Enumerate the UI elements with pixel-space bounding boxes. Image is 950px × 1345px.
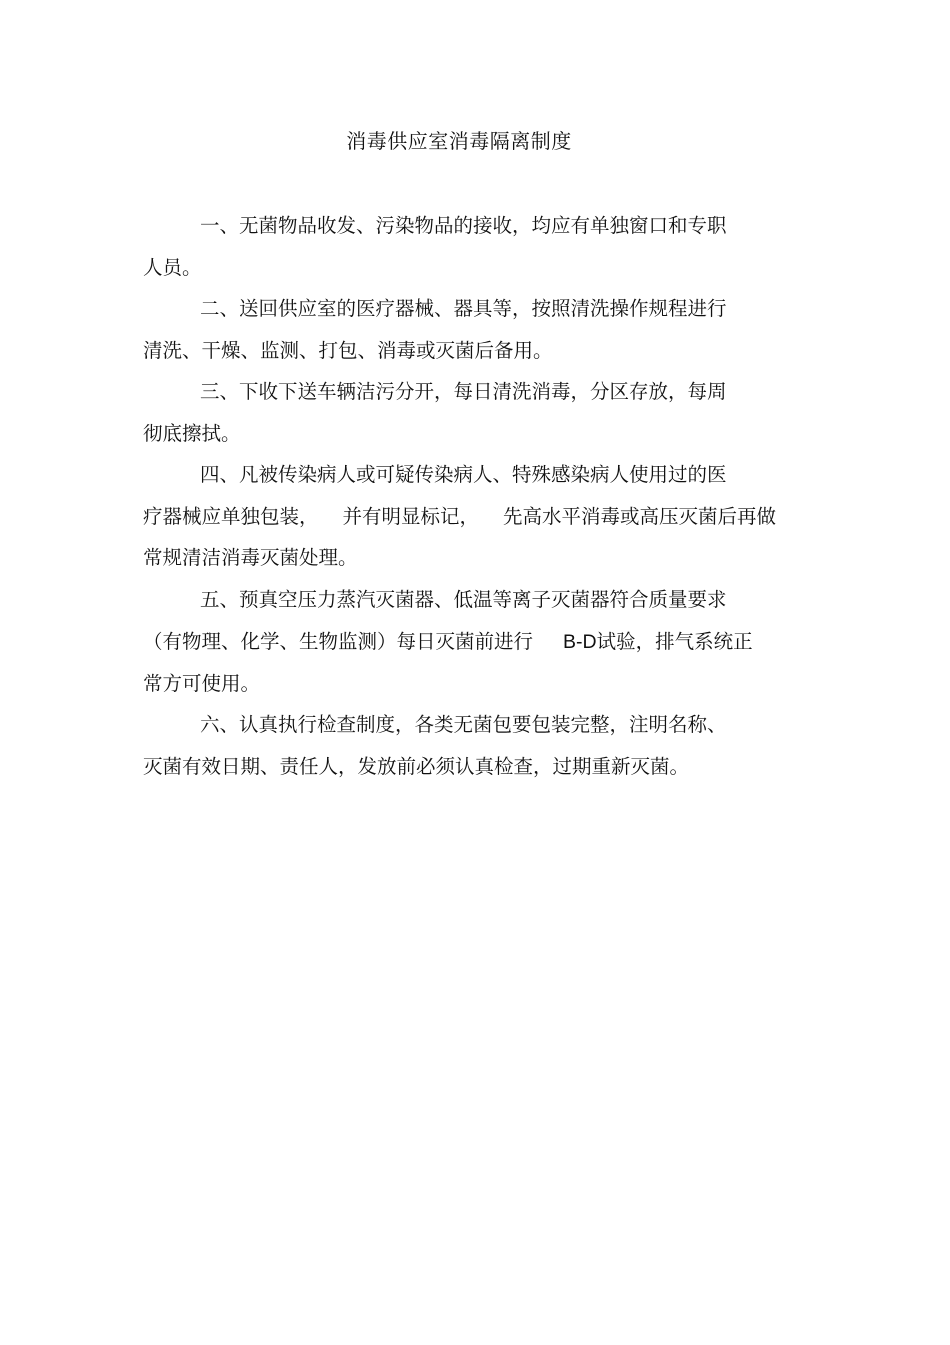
clause-2 — [143, 288, 803, 371]
clause-6 — [143, 704, 803, 787]
clause-line-composite — [143, 621, 803, 664]
clause-line: 灭菌有效日期、责任人，发放前必须认真检查，过期重新灭菌。 — [143, 754, 690, 778]
clause-line: 常方可使用。 — [143, 672, 261, 695]
bd-test-label: B-D — [563, 630, 597, 653]
clause-line: 清洗、干燥、监测、打包、消毒或灭菌后备用。 — [143, 338, 553, 362]
clause-line: 三、下收下送车辆洁污分开，每日清洗消毒，分区存放，每周 — [200, 380, 727, 403]
clause-line: 四、凡被传染病人或可疑传染病人、特殊感染病人使用过的医 — [200, 463, 727, 486]
clause-4 — [143, 454, 803, 579]
clause-line: 常规清洁消毒灭菌处理。 — [143, 546, 358, 569]
clause-1 — [143, 205, 803, 288]
clause-line: 五、预真空压力蒸汽灭菌器、低温等离子灭菌器符合质量要求 — [200, 588, 727, 611]
clause-line-composite — [143, 496, 803, 538]
clause-line: 彻底擦拭。 — [143, 421, 241, 445]
clause-line: 二、送回供应室的医疗器械、器具等，按照清洗操作规程进行 — [200, 297, 727, 320]
clause-segment: （有物理、化学、生物监测）每日灭菌前进行 — [143, 629, 534, 653]
clause-line: 六、认真执行检查制度，各类无菌包要包装完整，注明名称、 — [200, 713, 727, 736]
clause-5 — [143, 579, 803, 705]
clause-line: 人员。 — [143, 255, 202, 279]
clause-3 — [143, 371, 803, 454]
clause-segment: 试验，排气系统正 — [596, 629, 753, 653]
clause-segment: 并有明显标记， — [342, 504, 480, 528]
clause-segment: 疗器械应单独包装， — [143, 504, 319, 528]
clause-segment: 先高水平消毒或高压灭菌后再做 — [503, 504, 777, 528]
document-title: 消毒供应室消毒隔离制度 — [346, 129, 572, 153]
clause-line: 一、无菌物品收发、污染物品的接收，均应有单独窗口和专职 — [200, 214, 727, 237]
